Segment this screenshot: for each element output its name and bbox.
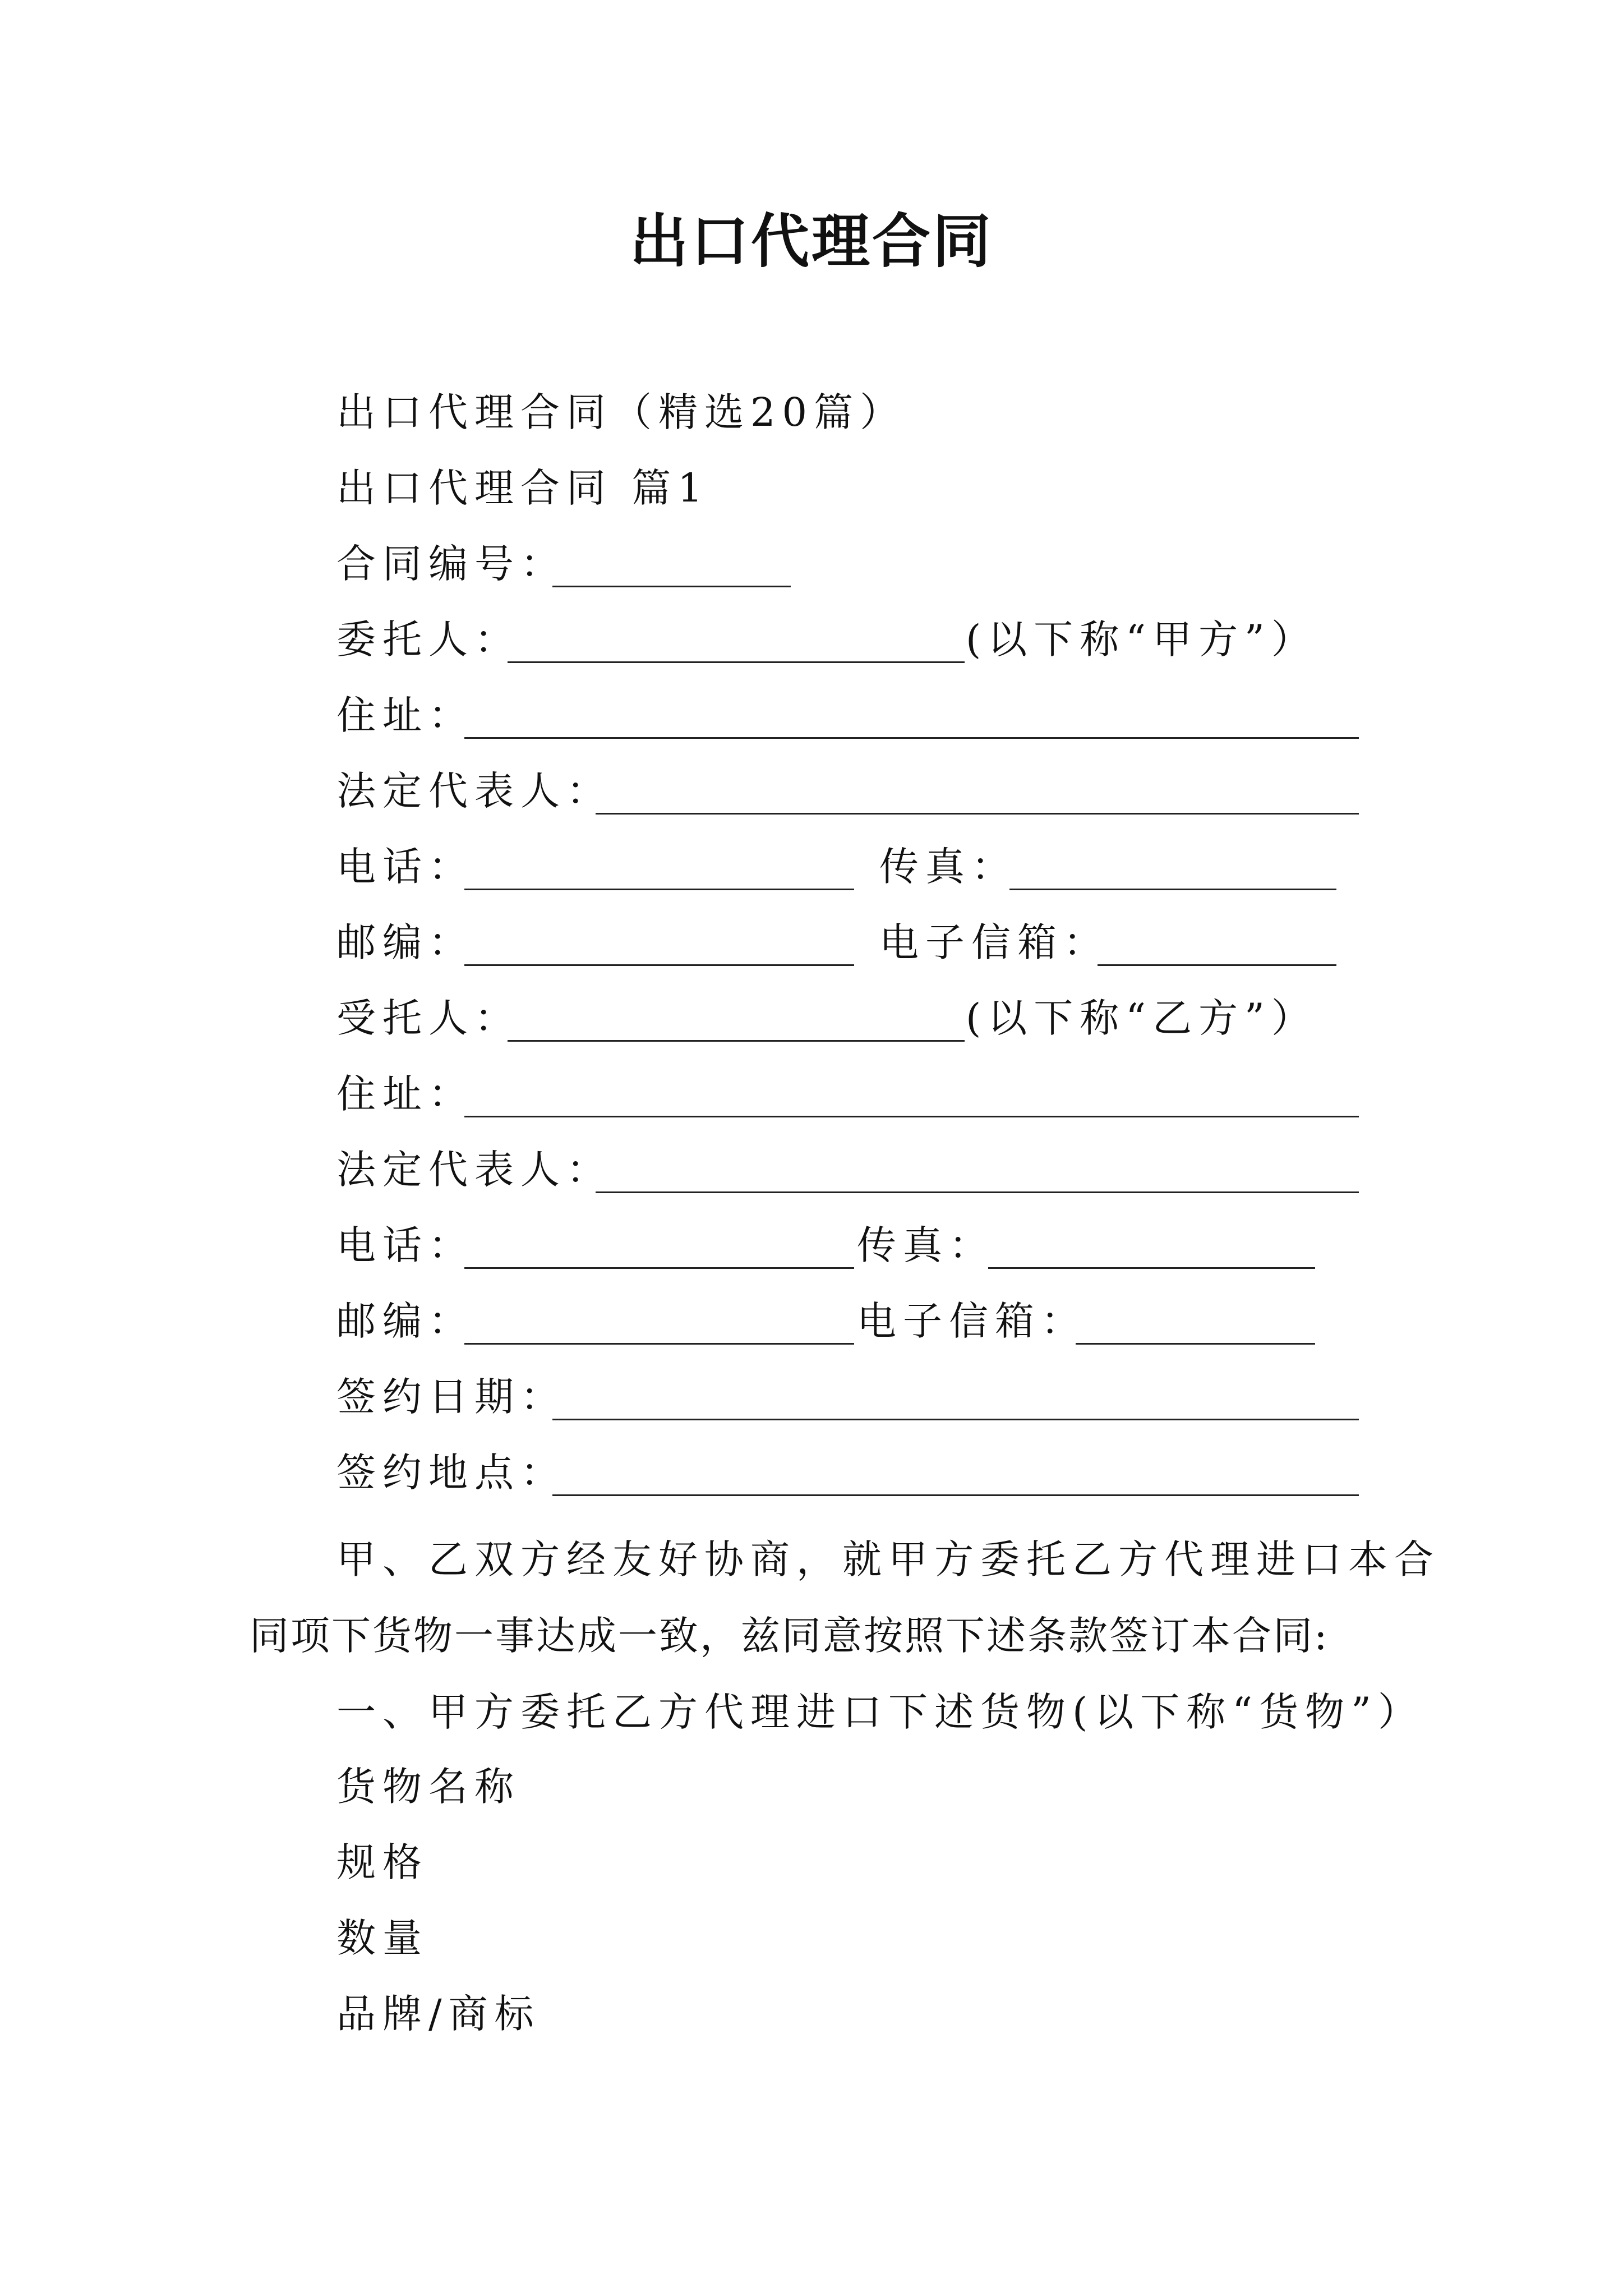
fax-a-blank (1009, 889, 1336, 890)
phone-a-blank (464, 889, 854, 890)
legal-rep-b-blank (596, 1191, 1359, 1193)
phone-b-blank (464, 1267, 854, 1269)
legal-rep-a-label: 法定代表人： (336, 768, 612, 814)
agent-blank (508, 1040, 965, 1042)
email-a-blank (1098, 964, 1336, 966)
legal-rep-b-label: 法定代表人： (336, 1147, 612, 1193)
sign-place-label: 签约地点： (336, 1450, 566, 1496)
fax-b-label: 传真： (857, 1222, 995, 1268)
goods-name-label: 货物名称 (336, 1764, 520, 1810)
client-label: 委托人： (336, 616, 520, 662)
email-b-blank (1076, 1343, 1315, 1345)
email-a-label: 电子信箱： (879, 919, 1109, 965)
clause-one: 一、甲方委托乙方代理进口下述货物(以下称“货物”） (336, 1689, 1424, 1735)
address-b-blank (464, 1116, 1359, 1117)
agreement-paragraph-line2: 同项下货物一事达成一致，兹同意按照下述条款签订本合同: (250, 1613, 1329, 1659)
email-b-label: 电子信箱： (857, 1298, 1087, 1344)
postcode-b-blank (464, 1343, 854, 1345)
collection-heading: 出口代理合同（精选20篇） (336, 389, 906, 435)
legal-rep-a-blank (596, 813, 1359, 815)
postcode-a-label: 邮编： (336, 919, 474, 965)
sign-place-blank (552, 1494, 1359, 1496)
phone-a-label: 电话： (336, 844, 474, 890)
agent-label: 受托人： (336, 995, 520, 1041)
address-a-label: 住址： (336, 692, 474, 738)
goods-spec-label: 规格 (336, 1839, 428, 1885)
postcode-a-blank (464, 964, 854, 966)
address-a-blank (464, 737, 1359, 739)
fax-b-blank (988, 1267, 1315, 1269)
address-b-label: 住址： (336, 1071, 474, 1117)
client-blank (508, 661, 965, 663)
goods-brand-label: 品牌/商标 (336, 1991, 541, 2037)
agent-alias: (以下称“乙方”） (966, 995, 1317, 1041)
contract-number-label: 合同编号： (336, 541, 566, 587)
part-heading: 出口代理合同 篇1 (336, 465, 709, 511)
sign-date-blank (552, 1419, 1359, 1420)
agreement-paragraph-line1: 甲、乙双方经友好协商，就甲方委托乙方代理进口本合 (336, 1536, 1440, 1582)
page-title: 出口代理合同 (629, 206, 993, 275)
goods-quantity-label: 数量 (336, 1915, 428, 1961)
client-alias: (以下称“甲方”） (966, 616, 1317, 662)
sign-date-label: 签约日期： (336, 1374, 566, 1420)
phone-b-label: 电话： (336, 1222, 474, 1268)
postcode-b-label: 邮编： (336, 1298, 474, 1344)
contract-number-blank (552, 586, 791, 587)
fax-a-label: 传真： (879, 844, 1017, 890)
